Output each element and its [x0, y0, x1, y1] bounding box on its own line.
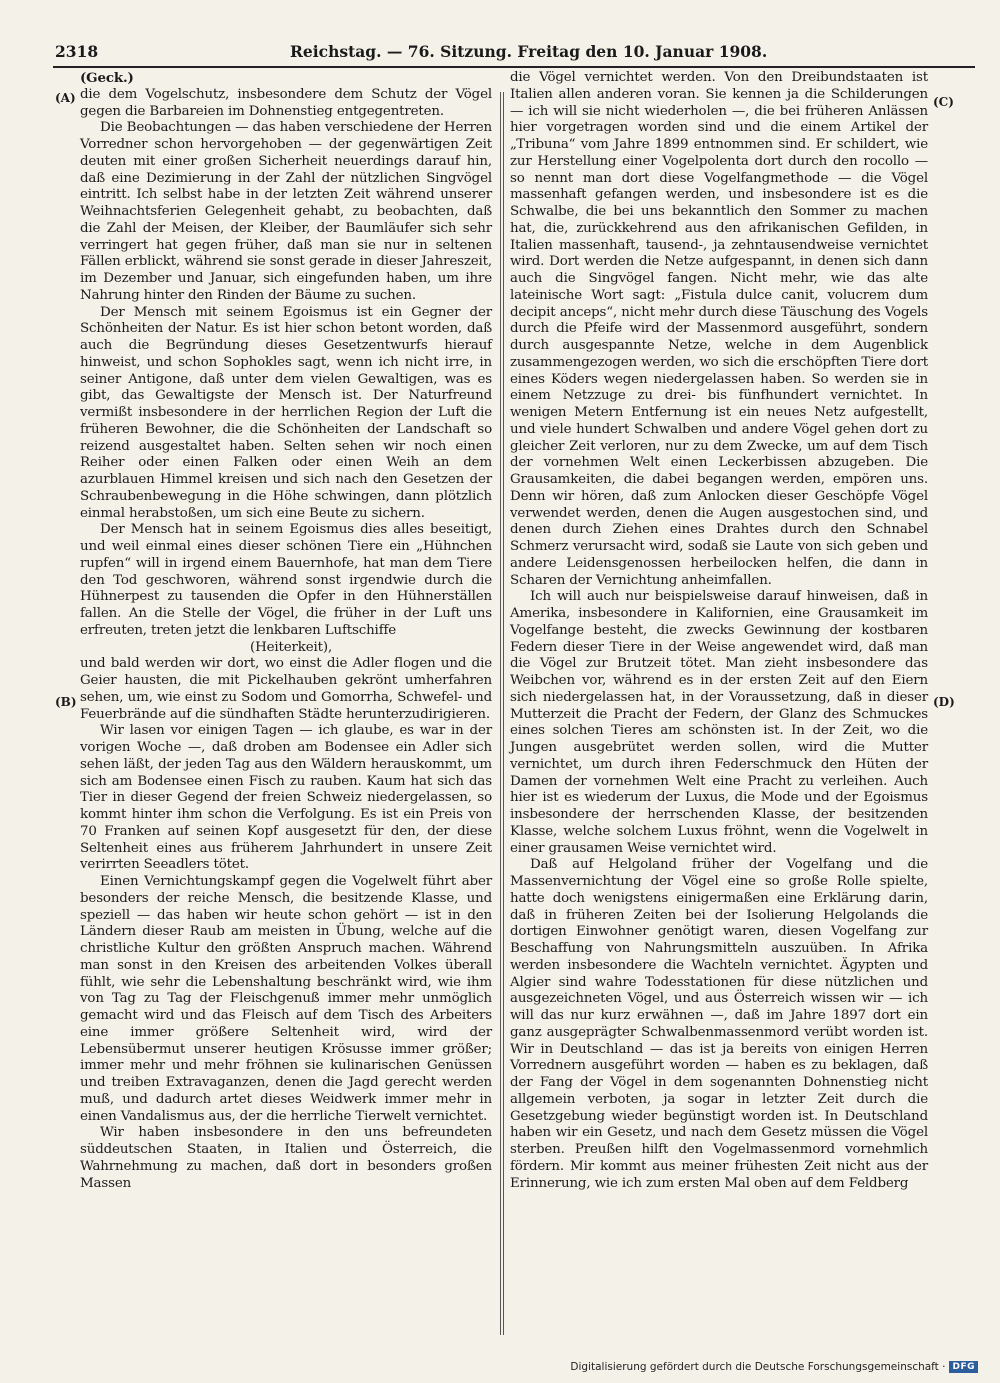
- header-rule: [53, 66, 975, 68]
- paragraph: Wir lasen vor einigen Tagen — ich glaube, es war in der vorigen Woche —, daß droben am Bodensee ein Adler sich sehen läßt, der jeden Tag aus den Wäldern herauskommt, um sich am Bodensee einen Fisch zu rauben. Kaum hat sich das Tier in dieser Gegend der freien Schweiz niedergelassen, so kommt hinter ihm schon die Verfolgung. Es ist ein Preis von 70 Franken auf seinen Kopf ausgesetzt für den, der diese Seltenheit eines aus früherem Jahrhundert in unsere Zeit verirrten Seeadlers tötet.: [80, 723, 492, 873]
- digitization-footer: [570, 1361, 978, 1373]
- paragraph: die dem Vogelschutz, insbesondere dem Schutz der Vögel gegen die Barbareien im Dohnenstieg entgegentreten.: [80, 86, 492, 119]
- speaker-label: (Geck.): [80, 70, 134, 86]
- right-column: [510, 70, 928, 1192]
- margin-marker-d: (D): [933, 695, 955, 709]
- margin-marker-c: (C): [933, 95, 954, 109]
- paragraph: Einen Vernichtungskampf gegen die Vogelwelt führt aber besonders der reiche Mensch, die besitzende Klasse, und speziell — das haben wir heute schon gehört — ist in den Ländern dieser Raub am meisten in Übung, welche auf die christliche Kultur den größten Anspruch machen. Während man sonst in den Kreisen des arbeitenden Volkes überall fühlt, wie sehr die Lebenshaltung beschränkt wird, wie ihm von Tag zu Tag der Fleischgenuß immer mehr unmöglich gemacht wird und das Fleisch auf dem Tisch des Arbeiters eine immer größere Seltenheit wird, wird der Lebensübermut unserer heutigen Krösusse immer größer; immer mehr und mehr fröhnen sie kulinarischen Genüssen und treiben Extravaganzen, denen die Jagd gerecht werden muß, und dadurch artet dieses Weidwerk immer mehr in einen Vandalismus aus, der die herrliche Tierwelt vernichtet.: [80, 874, 492, 1124]
- paragraph: Wir haben insbesondere in den uns befreundeten süddeutschen Staaten, in Italien und Österreich, die Wahrnehmung zu machen, daß dort in besonders großen Massen: [80, 1125, 492, 1191]
- dfg-logo: DFG: [949, 1361, 978, 1373]
- paragraph: Daß auf Helgoland früher der Vogelfang und die Massenvernichtung der Vögel eine so große Rolle spielte, hatte doch wenigstens einigermaßen eine Erklärung darin, daß in früheren Zeiten bei der Isolierung Helgolands die dortigen Einwohner genötigt waren, diesen Vogelfang zur Beschaffung von Nahrungsmitteln auszuüben. In Afrika werden insbesondere die Wachteln vernichtet. Ägypten und Algier sind wahre Todesstationen für diese nützlichen und ausgezeichneten Vögel, und aus Österreich wissen wir — ich will das nur kurz erwähnen —, daß im Jahre 1897 dort ein ganz ausgeprägter Schwalbenmassenmord verübt worden ist. Wir in Deutschland — das ist ja bereits von einigen Herren Vorrednern ausgeführt worden — haben es zu beklagen, daß der Fang der Vögel in dem sogenannten Dohnenstieg nicht allgemein verboten, ja sogar in letzter Zeit durch die Gesetzgebung wieder begünstigt worden ist. In Deutschland haben wir ein Gesetz, und nach dem Gesetz müssen die Vögel sterben. Preußen hilft den Vogelmassenmord vornehmlich fördern. Mir kommt aus meiner frühesten Zeit nicht aus der Erinnerung, wie ich zum ersten Mal oben auf dem Feldberg: [510, 857, 928, 1191]
- margin-marker-a: (A): [55, 91, 76, 105]
- page-header: [55, 42, 975, 64]
- paragraph: Der Mensch mit seinem Egoismus ist ein Gegner der Schönheiten der Natur. Es ist hier schon betont worden, daß auch die Begründung dieses Gesetzentwurfs hierauf hinweist, und schon Sophokles sagt, wenn ich nicht irre, in seiner Antigone, daß unter dem vielen Gewaltigen, was es gibt, das Gewaltigste der Mensch ist. Der Naturfreund vermißt insbesondere in der herrlichen Region der Luft die früheren Bewohner, die die Schönheiten der Landschaft so reizend ausgestaltet haben. Selten sehen wir noch einen Reiher oder einen Falken oder einen Weih an dem azurblauen Himmel kreisen und sich nach den Gesetzen der Schraubenbewegung in die Höhe schwingen, dann plötzlich einmal herabstoßen, um sich eine Beute zu sichern.: [80, 304, 492, 521]
- paragraph: die Vögel vernichtet werden. Von den Dreibundstaaten ist Italien allen anderen voran. Sie kennen ja die Schilderungen — ich will sie nicht wiederholen —, die bei früheren Anlässen hier vorgetragen worden sind und die einem Artikel der „Tribuna“ vom Jahre 1899 entnommen sind. Er schildert, wie zur Herstellung einer Vogelpolenta dort durch den rocollo — so nennt man dort diese Vogelfangmethode — die Vögel massenhaft gefangen werden, und insbesondere ist es die Schwalbe, die bei uns bekanntlich den Sommer zu machen hat, die, zurückkehrend aus den afrikanischen Gefilden, in Italien massenhaft, tausend-, ja zehntausendweise vernichtet wird. Dort werden die Netze aufgespannt, in denen sich dann auch die Singvögel fangen. Nicht mehr, wie das alte lateinische Wort sagt: „Fistula dulce canit, volucrem dum decipit anceps“, nicht mehr durch diese Täuschung des Vogels durch die Pfeife wird der Massenmord ausgeführt, sondern durch ausgespannte Netze, welche in dem Augenblick zusammengezogen werden, wo sich die erschöpften Tiere dort eines Köders wegen niedergelassen haben. So werden sie in einem Netzzuge zu drei- bis fünfhundert vernichtet. In wenigen Metern Entfernung ist ein neues Netz aufgestellt, und viele hundert Schwalben und andere Vögel gehen dort zu gleicher Zeit verloren, nur zu dem Zwecke, um auf dem Tisch der vornehmen Welt einen Leckerbissen abzugeben. Die Grausamkeiten, die dabei begangen werden, empören uns. Denn wir hören, daß zum Anlocken dieser Geschöpfe Vögel verwendet werden, denen die Augen ausgestochen sind, und denen durch Ziehen eines Drahtes durch den Schnabel Schmerz verursacht wird, sodaß sie Laute von sich geben und andere Leidensgenossen herbeilocken helfen, die dann in Scharen der Vernichtung anheimfallen.: [510, 70, 928, 588]
- column-divider: [503, 92, 504, 1335]
- running-title: Reichstag. — 76. Sitzung. Freitag den 10. Januar 1908.: [290, 42, 768, 61]
- footer-text: Digitalisierung gefördert durch die Deutsche Forschungsgemeinschaft ·: [570, 1361, 946, 1373]
- paragraph: und bald werden wir dort, wo einst die Adler flogen und die Geier hausten, die mit Pickelhauben gekrönt umherfahren sehen, um, wie einst zu Sodom und Gomorrha, Schwefel- und Feuerbrände auf die sündhaften Städte herunterzudirigieren.: [80, 656, 492, 722]
- paragraph: Die Beobachtungen — das haben verschiedene der Herren Vorredner schon hervorgehoben — der gegenwärtigen Zeit deuten mit einer großen Sicherheit neuerdings darauf hin, daß eine Dezimierung in der Zahl der nützlichen Singvögel eintritt. Ich selbst habe in der letzten Zeit während unserer Weihnachtsferien Gelegenheit gehabt, zu beobachten, daß die Zahl der Meisen, der Kleiber, der Baumläufer sich sehr verringert hat gegen früher, daß man sie nur in seltenen Fällen erblickt, während sie sonst gerade in dieser Jahreszeit, im Dezember und Januar, sich eingefunden haben, um ihre Nahrung hinter den Rinden der Bäume zu suchen.: [80, 120, 492, 303]
- column-divider: [500, 92, 501, 1335]
- paragraph: Ich will auch nur beispielsweise darauf hinweisen, daß in Amerika, insbesondere in Kalifornien, eine Grausamkeit im Vogelfange besteht, die zwecks Gewinnung der kostbaren Federn dieser Tiere in der Weise angewendet wird, daß man die Vögel zur Brutzeit tötet. Man zieht insbesondere das Weibchen vor, während es in der ersten Zeit auf den Eiern sich niedergelassen hat, in der Voraussetzung, daß in dieser Mutterzeit die Pracht der Federn, der Glanz des Schmuckes eines solchen Tieres am schönsten ist. In der Zeit, wo die Jungen ausgebrütet werden sollen, wird die Mutter vernichtet, um durch ihren Federschmuck den Hüten der Damen der vornehmen Welt eine Pracht zu verleihen. Auch hier ist es wiederum der Luxus, die Mode und der Egoismus insbesondere der herrschenden Klasse, der besitzenden Klasse, welche solchem Luxus fröhnt, wenn die Vogelwelt in einer grausamen Weise vernichtet wird.: [510, 589, 928, 856]
- page-number: 2318: [55, 42, 99, 61]
- left-column: [80, 70, 492, 1192]
- margin-marker-b: (B): [55, 695, 77, 709]
- interjection: (Heiterkeit),: [250, 639, 333, 655]
- paragraph: Der Mensch hat in seinem Egoismus dies alles beseitigt, und weil einmal eines dieser schönen Tiere ein „Hühnchen rupfen“ will in irgend einem Bauernhofe, hat man dem Tiere den Tod geschworen, während sonst irgendwie durch die Hühnerpest zu tausenden die Opfer in den Hühnerställen fallen. An die Stelle der Vögel, die früher in der Luft uns erfreuten, treten jetzt die lenkbaren Luftschiffe: [80, 522, 492, 638]
